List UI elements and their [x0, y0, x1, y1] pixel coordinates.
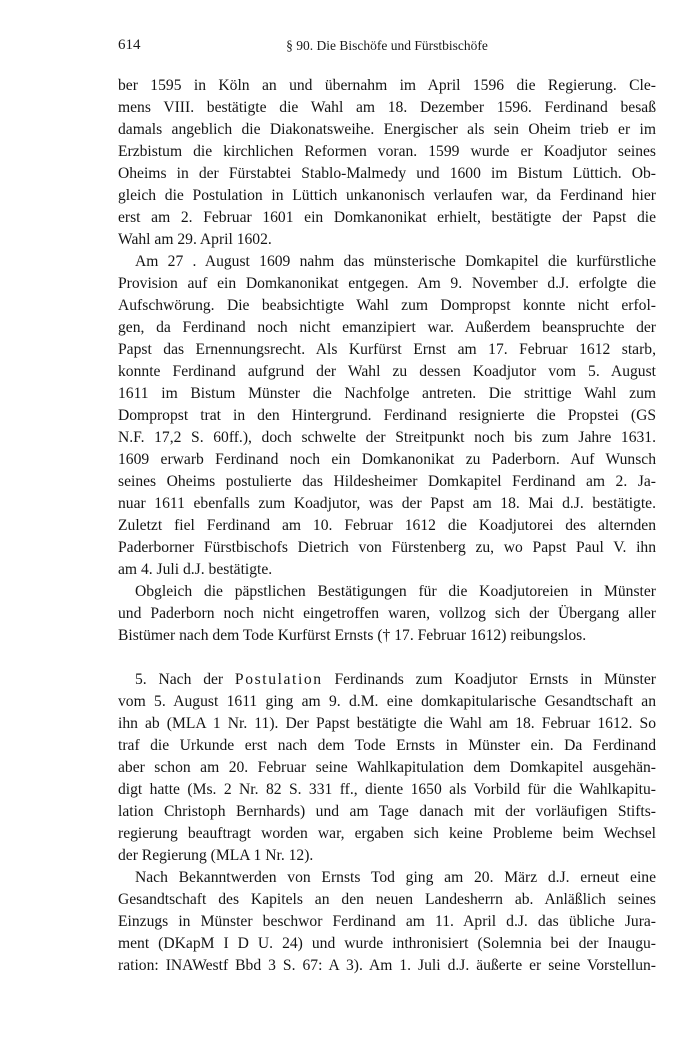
paragraph: [118, 251, 656, 581]
text-line: und Paderborn noch nicht eingetroffen waren, vollzog sich der Übergang aller: [118, 605, 656, 622]
text-line: nuar 1611 ebenfalls zum Koadjutor, was der Papst am 18. Mai d.J. bestätigte.: [118, 495, 656, 512]
text-line: der Regierung (MLA 1 Nr. 12).: [118, 847, 314, 864]
text-line: vom 5. August 1611 ging am 9. d.M. eine domkapitularische Gesandtschaft an: [118, 693, 656, 710]
text-line: digt hatte (Ms. 2 Nr. 82 S. 331 ff., diente 1650 als Vorbild für die Wahlkapitu-: [118, 781, 656, 798]
paragraph-gap: [118, 647, 656, 669]
paragraph: [118, 669, 656, 867]
text-line: ment (DKapM I D U. 24) und wurde inthronisiert (Solemnia bei der Inaugu-: [118, 935, 656, 952]
text-line: Obgleich die päpstlichen Bestätigungen für die Koadjutoreien in Münster: [135, 583, 656, 600]
text-line: Am 27 . August 1609 nahm das münsterische Domkapitel die kurfürstliche: [135, 253, 656, 270]
text-line: ihn ab (MLA 1 Nr. 11). Der Papst bestätigte die Wahl am 18. Februar 1612. So: [118, 715, 656, 732]
text-line: Erzbistum die kirchlichen Reformen voran. 1599 wurde er Koadjutor seines: [118, 143, 656, 160]
text-line: mens VIII. bestätigte die Wahl am 18. Dezember 1596. Ferdinand besaß: [118, 99, 656, 116]
text-line: Wahl am 29. April 1602.: [118, 231, 272, 248]
text-line: lation Christoph Bernhards) und am Tage danach mit der vorläufigen Stifts-: [118, 803, 656, 820]
text-line: Einzugs in Münster beschwor Ferdinand am 11. April d.J. das übliche Jura-: [118, 913, 656, 930]
text-line: Bistümer nach dem Tode Kurfürst Ernsts († 17. Februar 1612) reibungslos.: [118, 627, 587, 644]
text-line: Zuletzt fiel Ferdinand am 10. Februar 1612 die Koadjutorei des alternden: [118, 517, 656, 534]
text-run: Ferdinands zum Koadjutor Ernsts in Münster: [322, 671, 656, 688]
text-line: ber 1595 in Köln an und übernahm im April 1596 die Regierung. Cle-: [118, 77, 656, 94]
text-line: damals angeblich die Diakonatsweihe. Energischer als sein Oheim trieb er im: [118, 121, 656, 138]
text-line: ration: INAWestf Bbd 3 S. 67: A 3). Am 1. Juli d.J. äußerte er seine Vorstellun-: [118, 957, 656, 974]
running-head: [118, 37, 656, 57]
text-line: regierung beauftragt worden war, ergaben sich keine Probleme beim Wechsel: [118, 825, 656, 842]
text-line: 1611 im Bistum Münster die Nachfolge antreten. Die strittige Wahl zum: [118, 385, 656, 402]
emphasized-term: Postulation: [234, 671, 323, 688]
text-line: seines Oheims postulierte das Hildesheimer Domkapitel Ferdinand am 2. Ja-: [118, 473, 656, 490]
text-run: 5. Nach der: [135, 671, 235, 688]
text-line: gen, da Ferdinand noch nicht emanzipiert war. Außerdem beanspruchte der: [118, 319, 656, 336]
text-line: Provision auf ein Domkanonikat entgegen. Am 9. November d.J. erfolgte die: [118, 275, 656, 292]
section-title: § 90. Die Bischöfe und Fürstbischöfe: [286, 38, 488, 53]
paragraph: [118, 867, 656, 977]
text-line: Aufschwörung. Die beabsichtigte Wahl zum Dompropst konnte nicht erfol-: [118, 297, 656, 314]
text-line: am 4. Juli d.J. bestätigte.: [118, 561, 273, 578]
text-line: 1609 erwarb Ferdinand noch ein Domkanonikat zu Paderborn. Auf Wunsch: [118, 451, 656, 468]
text-line: traf die Urkunde erst nach dem Tode Ernsts in Münster ein. Da Ferdinand: [118, 737, 656, 754]
body-text: [118, 75, 656, 977]
text-line: Paderborner Fürstbischofs Dietrich von Fürstenberg zu, wo Papst Paul V. ihn: [118, 539, 656, 556]
text-line: aber schon am 20. Februar seine Wahlkapitulation dem Domkapitel ausgehän-: [118, 759, 656, 776]
text-line: Oheims in der Fürstabtei Stablo-Malmedy und 1600 im Bistum Lüttich. Ob-: [118, 165, 656, 182]
text-line: erst am 2. Februar 1601 ein Domkanonikat erhielt, bestätigte der Papst die: [118, 209, 656, 226]
text-line: [118, 669, 656, 691]
text-line: Papst das Ernennungsrecht. Als Kurfürst Ernst am 17. Februar 1612 starb,: [118, 341, 656, 358]
text-line: Nach Bekanntwerden von Ernsts Tod ging am 20. März d.J. erneut eine: [135, 869, 656, 886]
paragraph: [118, 581, 656, 647]
text-line: konnte Ferdinand aufgrund der Wahl zu dessen Koadjutor vom 5. August: [118, 363, 656, 380]
text-line: Gesandtschaft des Kapitels an den neuen Landesherrn ab. Anläßlich seines: [118, 891, 656, 908]
paragraph: [118, 75, 656, 251]
text-line: Dompropst trat in den Hintergrund. Ferdinand resignierte die Propstei (GS: [118, 407, 656, 424]
text-line: gleich die Postulation in Lüttich unkanonisch verlaufen war, da Ferdinand hier: [118, 187, 656, 204]
page-number: 614: [118, 37, 141, 53]
text-line: N.F. 17,2 S. 60ff.), doch schwelte der Streitpunkt noch bis zum Jahre 1631.: [118, 429, 656, 446]
